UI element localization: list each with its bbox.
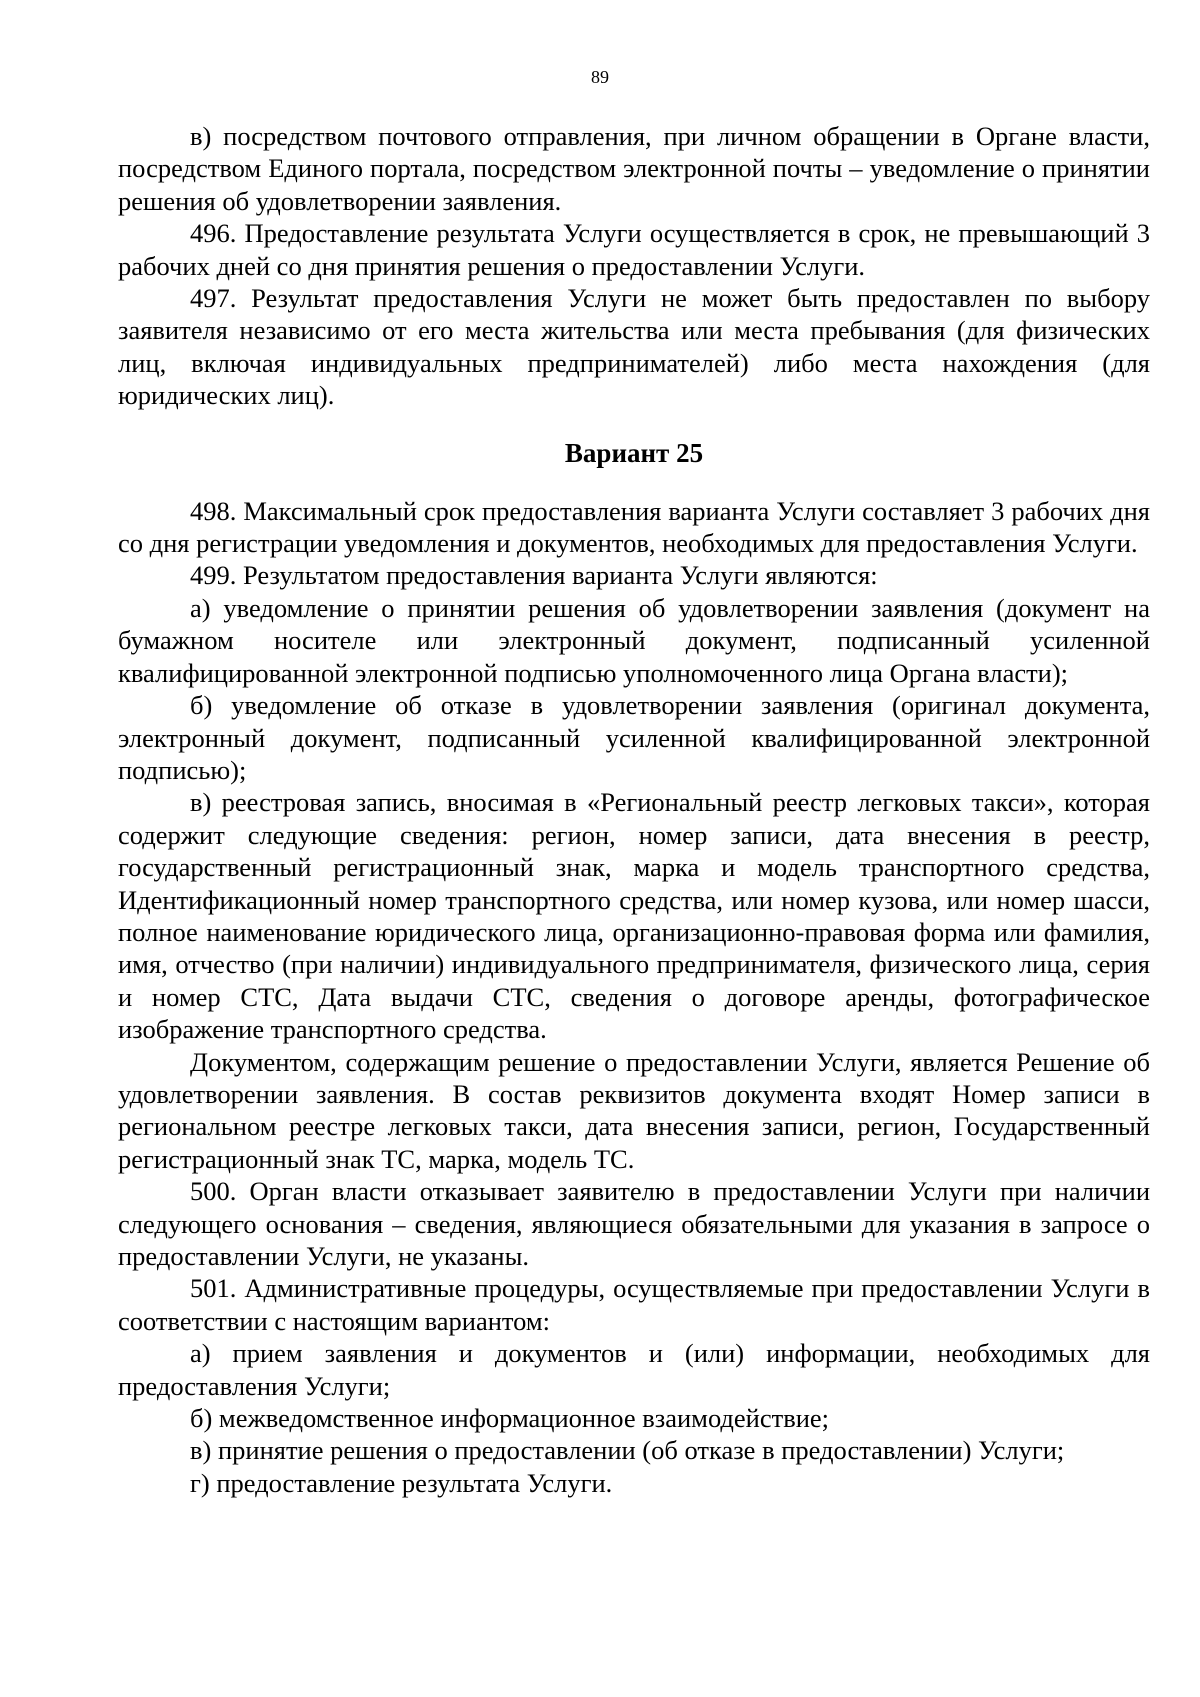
paragraph-decision-document: Документом, содержащим решение о предоставлении Услуги, является Решение об удовлетворении заявления. В состав реквизитов документа входят Номер записи в региональном реестре легковых такси, дата внесения записи, регион, Государственный регистрационный знак ТС, марка, модель ТС. (118, 1046, 1150, 1174)
section-heading: Вариант 25 (564, 437, 704, 468)
list-item-v-registry-entry: в) реестровая запись, вносимая в «Региональный реестр легковых такси», которая содержит следующие сведения: регион, номер записи, дата внесения в реестр, государственный регистрационный знак, марка и модель транспортного средства, Идентификационный номер транспортного средства, или номер кузова, или номер шасси, полное наименование юридического лица, организационно-правовая форма или фамилия, имя, отчество (при наличии) индивидуального предпринимателя, физического лица, серия и номер СТС, Дата выдачи СТС, сведения о договоре аренды, фотографическое изображение транспортного средства. (118, 787, 1150, 1045)
paragraph-500: 500. Орган власти отказывает заявителю в предоставлении Услуги при наличии следующего основания – сведения, являющиеся обязательными для указания в запросе о предоставлении Услуги, не указаны. (118, 1176, 1150, 1271)
paragraph-499: 499. Результатом предоставления варианта Услуги являются: (190, 560, 878, 591)
procedure-item-v: в) принятие решения о предоставлении (об отказе в предоставлении) Услуги; (190, 1435, 1065, 1466)
procedure-item-g: г) предоставление результата Услуги. (190, 1467, 613, 1498)
procedure-item-a: а) прием заявления и документов и (или) информации, необходимых для предоставления Услуги; (118, 1338, 1150, 1401)
paragraph-501: 501. Административные процедуры, осуществляемые при предоставлении Услуги в соответствии с настоящим вариантом: (118, 1273, 1150, 1336)
document-body (118, 120, 1150, 1499)
paragraph-497: 497. Результат предоставления Услуги не может быть предоставлен по выбору заявителя независимо от его места жительства или места пребывания (для физических лиц, включая индивидуальных предпринимателей) либо места нахождения (для юридических лиц). (118, 283, 1150, 411)
procedure-item-b: б) межведомственное информационное взаимодействие; (190, 1403, 830, 1434)
paragraph-498: 498. Максимальный срок предоставления варианта Услуги составляет 3 рабочих дня со дня регистрации уведомления и документов, необходимых для предоставления Услуги. (118, 495, 1150, 559)
page-number: 89 (591, 67, 609, 87)
list-item-b-refusal-notice: б) уведомление об отказе в удовлетворении заявления (оригинал документа, электронный документ, подписанный усиленной квалифицированной электронной подписью); (118, 690, 1150, 785)
paragraph-496: 496. Предоставление результата Услуги осуществляется в срок, не превышающий 3 рабочих дней со дня принятия решения о предоставлении Услуги. (118, 218, 1150, 281)
paragraph-delivery-methods: в) посредством почтового отправления, при личном обращении в Органе власти, посредством Единого портала, посредством электронной почты – уведомление о принятии решения об удовлетворении заявления. (118, 121, 1150, 216)
list-item-a-approval-notice: а) уведомление о принятии решения об удовлетворении заявления (документ на бумажном носителе или электронный документ, подписанный усиленной квалифицированной электронной подписью уполномоченного лица Органа власти); (118, 592, 1150, 688)
